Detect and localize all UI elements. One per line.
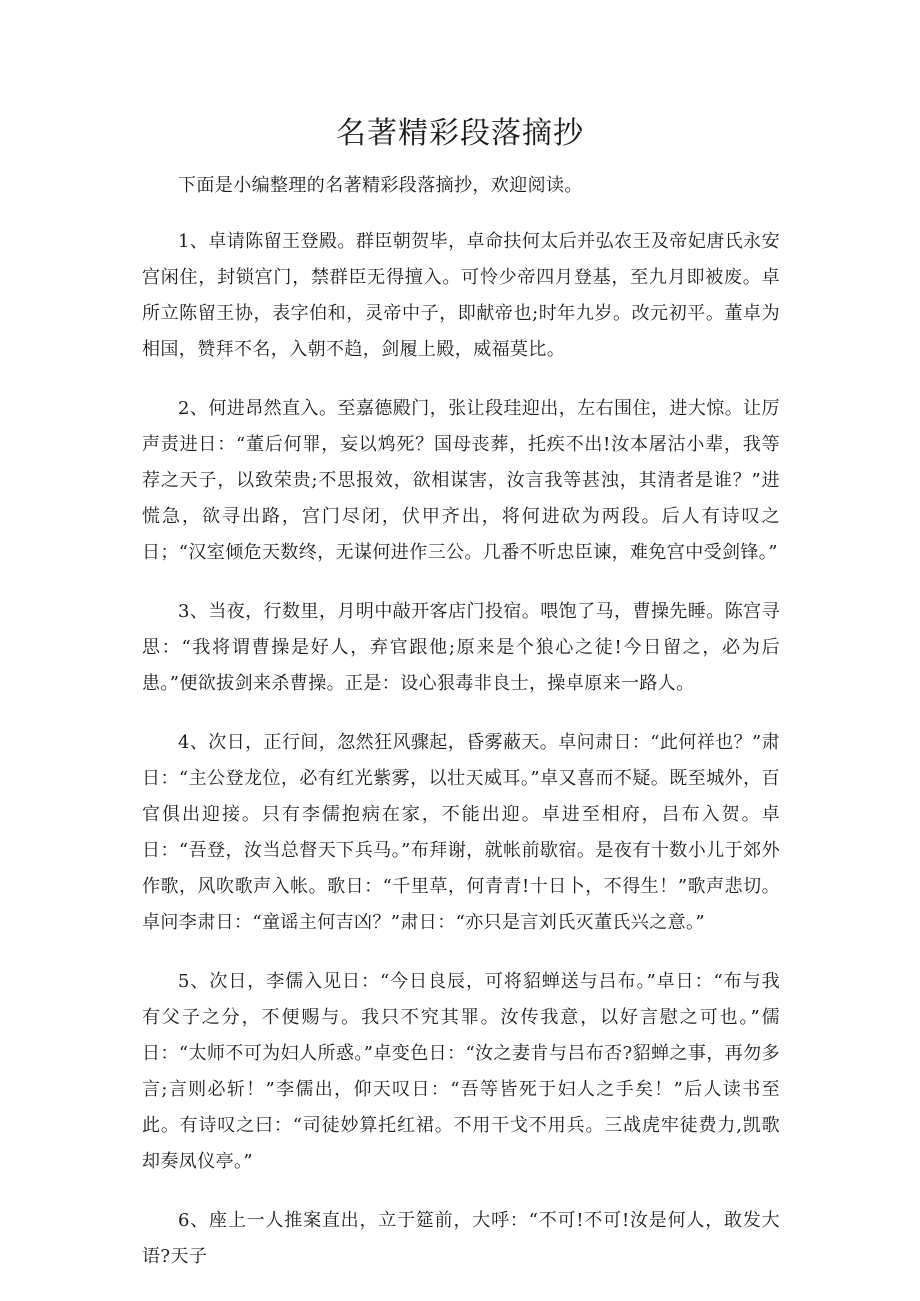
paragraph-1: 1、卓请陈留王登殿。群臣朝贺毕，卓命扶何太后并弘农王及帝妃唐氏永安宫闲住，封锁宫门，禁群臣无得擅入。可怜少帝四月登基，至九月即被废。卓所立陈留王协，表字伯和，灵帝中子，即献帝也;时年九岁。改元初平。董卓为相国，赞拜不名，入朝不趋，剑履上殿，威福莫比。 bbox=[142, 231, 780, 360]
paragraph-3: 3、当夜，行数里，月明中敲开客店门投宿。喂饱了马，曹操先睡。陈宫寻思：“我将谓曹操是好人，弃官跟他;原来是个狼心之徒!今日留之，必为后患。”便欲拔剑来杀曹操。正是：设心狠毒非良士，操卓原来一路人。 bbox=[142, 601, 780, 694]
intro-paragraph: 下面是小编整理的名著精彩段落摘抄，欢迎阅读。 bbox=[178, 175, 583, 196]
paragraph-2: 2、何进昂然直入。至嘉德殿门，张让段珪迎出，左右围住，进大惊。让厉声责进日：“董后何罪，妄以鸩死？国母丧葬，托疾不出!汝本屠沽小辈，我等荐之天子，以致荣贵;不思报效，欲相谋害，汝言我等甚浊，其清者是谁？”进慌急，欲寻出路，宫门尽闭，伏甲齐出，将何进砍为两段。后人有诗叹之日；“汉室倾危天数终，无谋何进作三公。几番不听忠臣谏，难免宫中受剑锋。” bbox=[142, 398, 780, 563]
paragraph-4: 4、次日，正行间，忽然狂风骤起，昏雾蔽天。卓问肃日：“此何祥也？”肃日：“主公登龙位，必有红光紫雾，以壮天威耳。”卓又喜而不疑。既至城外，百官俱出迎接。只有李儒抱病在家，不能出迎。卓进至相府，吕布入贺。卓日：“吾登，汝当总督天下兵马。”布拜谢，就帐前歇宿。是夜有十数小儿于郊外作歌，风吹歌声入帐。歌日：“千里草，何青青!十日卜，不得生！”歌声悲切。卓问李肃日：“童谣主何吉凶？”肃日：“亦只是言刘氏灭董氏兴之意。” bbox=[142, 732, 780, 933]
paragraph-5: 5、次日，李儒入见日：“今日良辰，可将貂蝉送与吕布。”卓日：“布与我有父子之分，不便赐与。我只不究其罪。汝传我意，以好言慰之可也。”儒日：“太师不可为妇人所惑。”卓变色日：“汝之妻肯与吕布否?貂蝉之事，再勿多言;言则必斩！”李儒出，仰天叹日：“吾等皆死于妇人之手矣！”后人读书至此。有诗叹之曰：“司徒妙算托红裙。不用干戈不用兵。三战虎牢徒费力,凯歌却奏凤仪亭。” bbox=[142, 971, 780, 1172]
paragraph-6: 6、座上一人推案直出，立于筵前，大呼：“不可!不可!汝是何人，敢发大语?天子 bbox=[142, 1210, 780, 1267]
document-title: 名著精彩段落摘抄 bbox=[336, 116, 584, 151]
document-body bbox=[142, 168, 780, 1298]
